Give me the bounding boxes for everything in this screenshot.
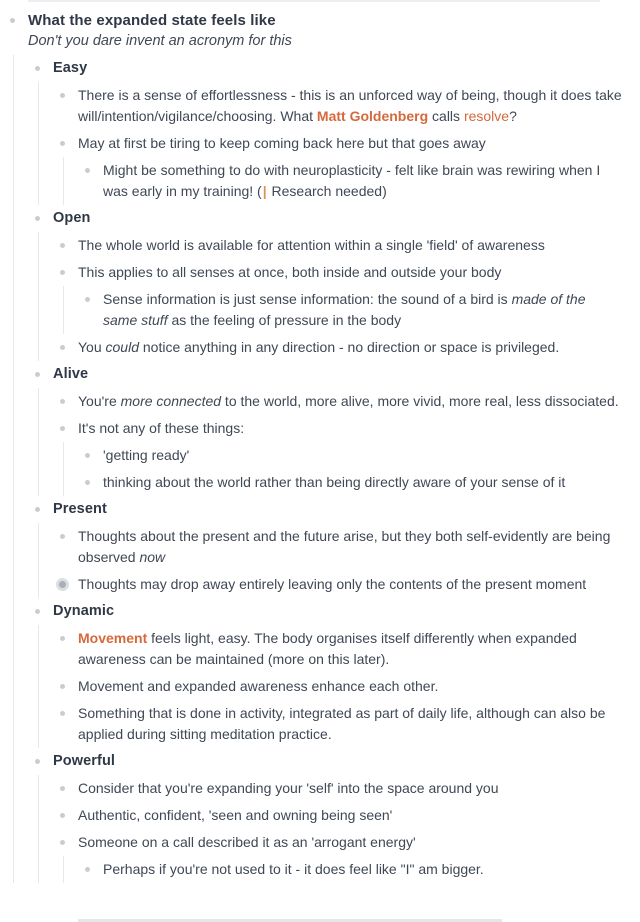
bullet-area [28, 748, 53, 775]
outline-block [53, 625, 622, 673]
bullet-area [28, 598, 53, 625]
section-heading: Easy [53, 60, 88, 76]
bullet-icon[interactable] [85, 168, 90, 173]
children-group [63, 157, 622, 205]
bullet-icon[interactable] [60, 813, 65, 818]
bullet-icon[interactable] [10, 18, 15, 23]
block-text[interactable] [78, 802, 622, 829]
children-group [38, 82, 622, 205]
text-segment: Movement and expanded awareness enhance each other. [78, 678, 439, 694]
outline-block-dynamic [28, 598, 622, 748]
bullet-icon[interactable] [60, 243, 65, 248]
block-text[interactable] [53, 361, 622, 388]
children-group [38, 523, 622, 598]
text-segment: May at first be tiring to keep coming back here but that goes away [78, 135, 486, 151]
text-segment: ) [382, 183, 387, 199]
text-segment: What the expanded state feels like [28, 12, 276, 29]
bullet-area [53, 130, 78, 157]
bullet-icon[interactable] [60, 840, 65, 845]
outline-block-powerful [28, 748, 622, 883]
bullet-icon[interactable] [35, 759, 40, 764]
page-heading [28, 10, 622, 31]
bullet-area [53, 673, 78, 700]
text-segment: It's not any of these things: [78, 420, 245, 436]
page-link[interactable]: Matt Goldenberg [316, 108, 429, 124]
bullet-area [78, 856, 103, 883]
outline-block-present [28, 496, 622, 598]
text-segment: You [78, 339, 106, 355]
text-segment: Thoughts may drop away entirely leaving only the contents of the present moment [78, 576, 587, 592]
emphasis-text: could [105, 339, 139, 355]
bullet-area [53, 388, 78, 415]
bullet-area [53, 775, 78, 802]
outline-block [53, 259, 622, 334]
bullet-area [78, 469, 103, 496]
block-text[interactable] [103, 157, 622, 205]
block-text[interactable] [78, 775, 622, 802]
bullet-area [53, 571, 78, 598]
text-segment: Someone on a call described it as an 'arrogant energy' [78, 834, 416, 850]
bullet-icon[interactable] [60, 534, 65, 539]
bullet-area [28, 361, 53, 388]
section-heading: Present [53, 501, 107, 517]
children-group [63, 856, 622, 883]
text-segment: feels light, easy. The body organises itself differently when expanded awareness can be maintained (more on this later). [78, 630, 577, 667]
bullet-area [53, 82, 78, 130]
page-link[interactable]: resolve [463, 108, 510, 124]
bullet-area [28, 205, 53, 232]
bullet-icon[interactable] [35, 216, 40, 221]
bullet-area [53, 829, 78, 856]
block-text[interactable] [53, 748, 622, 775]
children-group [38, 625, 622, 748]
bullet-icon[interactable] [35, 66, 40, 71]
bullet-icon[interactable] [60, 684, 65, 689]
section-heading: Alive [53, 366, 89, 382]
bullet-icon[interactable] [60, 345, 65, 350]
text-segment: Consider that you're expanding your 'self' into the space around you [78, 780, 499, 796]
outline-block [53, 415, 622, 496]
text-segment: Thoughts about the present and the future arise, but they both self-evidently are being observed [78, 528, 611, 565]
text-segment: The whole world is available for attention within a single 'field' of awareness [78, 237, 545, 253]
bullet-icon[interactable] [60, 426, 65, 431]
bullet-icon[interactable] [60, 711, 65, 716]
bullet-area [53, 700, 78, 748]
block-text[interactable] [53, 205, 622, 232]
outline-block-easy [28, 55, 622, 205]
block-text[interactable] [78, 232, 622, 259]
block-text[interactable] [28, 7, 622, 55]
page-link[interactable]: Movement [78, 630, 148, 646]
section-heading: Open [53, 210, 91, 226]
cutoff-previous-content [28, 0, 600, 2]
block-text[interactable] [78, 130, 622, 157]
children-group [13, 55, 622, 883]
text-segment: as the feeling of pressure in the body [167, 312, 402, 328]
text-segment: to the world, more alive, more vivid, more real, less dissociated. [221, 393, 619, 409]
text-segment: Might be something to do with neuroplasticity - felt like brain was rewiring when I was early in my training! ( [103, 162, 601, 199]
bullet-area [28, 496, 53, 523]
collapsed-bullet-icon[interactable] [56, 578, 69, 591]
block-text[interactable] [78, 625, 622, 673]
bullet-icon[interactable] [85, 453, 90, 458]
outline-block [78, 157, 622, 205]
block-text[interactable] [78, 700, 622, 748]
outline-block-root [3, 7, 622, 883]
block-text[interactable] [53, 55, 622, 82]
bullet-area [78, 286, 103, 334]
block-text[interactable] [78, 523, 622, 571]
outline-block [53, 829, 622, 883]
outline-block [78, 469, 622, 496]
block-text[interactable] [78, 829, 622, 856]
research-tag-bar-icon[interactable]: | [262, 183, 267, 199]
bullet-area [53, 625, 78, 673]
bullet-icon[interactable] [60, 786, 65, 791]
block-text[interactable] [78, 673, 622, 700]
outline-block [53, 232, 622, 259]
children-group [38, 775, 622, 883]
children-group [63, 286, 622, 334]
text-segment: ? [509, 108, 517, 124]
block-text[interactable] [53, 496, 622, 523]
outline-block [78, 286, 622, 334]
outline-block [53, 673, 622, 700]
note-text [28, 31, 622, 52]
block-text[interactable] [78, 259, 622, 286]
bullet-icon[interactable] [60, 141, 65, 146]
bullet-icon[interactable] [60, 93, 65, 98]
text-segment: thinking about the world rather than being directly aware of your sense of it [103, 474, 566, 490]
block-text[interactable] [53, 598, 622, 625]
bullet-icon[interactable] [85, 867, 90, 872]
bullet-area [53, 802, 78, 829]
bullet-area [53, 334, 78, 361]
section-heading: Powerful [53, 753, 116, 769]
block-text[interactable] [78, 334, 622, 361]
bullet-icon[interactable] [35, 609, 40, 614]
outline-block [53, 700, 622, 748]
emphasis-text: more connected [120, 393, 222, 409]
bullet-area [53, 415, 78, 442]
children-group [38, 388, 622, 496]
block-text[interactable] [78, 415, 622, 442]
block-text[interactable] [103, 856, 622, 883]
children-group [63, 442, 622, 496]
text-segment: You're [78, 393, 121, 409]
outline-block [53, 388, 622, 415]
text-segment: There is a sense of effortlessness - this is an unforced way of being, though it does take will/intention/vigilance/choosing. What [78, 87, 622, 124]
outline-block [53, 130, 622, 205]
text-segment: Authentic, confident, 'seen and owning being seen' [78, 807, 393, 823]
block-text[interactable] [78, 388, 622, 415]
emphasis-text: made of the same stuff [103, 291, 586, 328]
bullet-icon[interactable] [60, 636, 65, 641]
bullet-icon[interactable] [35, 372, 40, 377]
outline-block [53, 523, 622, 571]
text-segment: Sense information is just sense information: the sound of a bird is [103, 291, 512, 307]
outline-block [78, 856, 622, 883]
block-text[interactable] [78, 571, 622, 598]
text-segment: 'getting ready' [103, 447, 190, 463]
text-segment: calls [428, 108, 464, 124]
outline-block [53, 82, 622, 130]
bullet-icon[interactable] [85, 297, 90, 302]
bullet-area [78, 157, 103, 205]
text-segment: Research needed [267, 183, 383, 199]
section-heading: Dynamic [53, 603, 115, 619]
emphasis-text: now [139, 549, 166, 565]
outline-block-alive [28, 361, 622, 496]
text-segment: notice anything in any direction - no direction or space is privileged. [138, 339, 560, 355]
bullet-icon[interactable] [85, 480, 90, 485]
bullet-icon[interactable] [60, 270, 65, 275]
outline-block [78, 442, 622, 469]
outline-block-open [28, 205, 622, 361]
text-segment: Perhaps if you're not used to it - it does feel like "I" am bigger. [103, 861, 484, 877]
outline-block [53, 802, 622, 829]
text-segment: This applies to all senses at once, both inside and outside your body [78, 264, 502, 280]
outline-block-collapsed [53, 571, 622, 598]
bullet-area [28, 55, 53, 82]
block-text[interactable] [103, 442, 622, 469]
block-text[interactable] [103, 286, 622, 334]
bullet-icon[interactable] [60, 399, 65, 404]
bullet-area [78, 442, 103, 469]
outline-block [53, 775, 622, 802]
bullet-area [53, 232, 78, 259]
text-segment: Something that is done in activity, integrated as part of daily life, although can also be applied during sitting meditation practice. [78, 705, 606, 742]
bullet-area [53, 259, 78, 286]
bullet-icon[interactable] [35, 507, 40, 512]
block-text[interactable] [78, 82, 622, 130]
outline-block [53, 334, 622, 361]
children-group [38, 232, 622, 361]
bullet-area [53, 523, 78, 571]
block-text[interactable] [103, 469, 622, 496]
bullet-area [3, 7, 28, 55]
text-segment: Don't you dare invent an acronym for this [28, 33, 292, 49]
